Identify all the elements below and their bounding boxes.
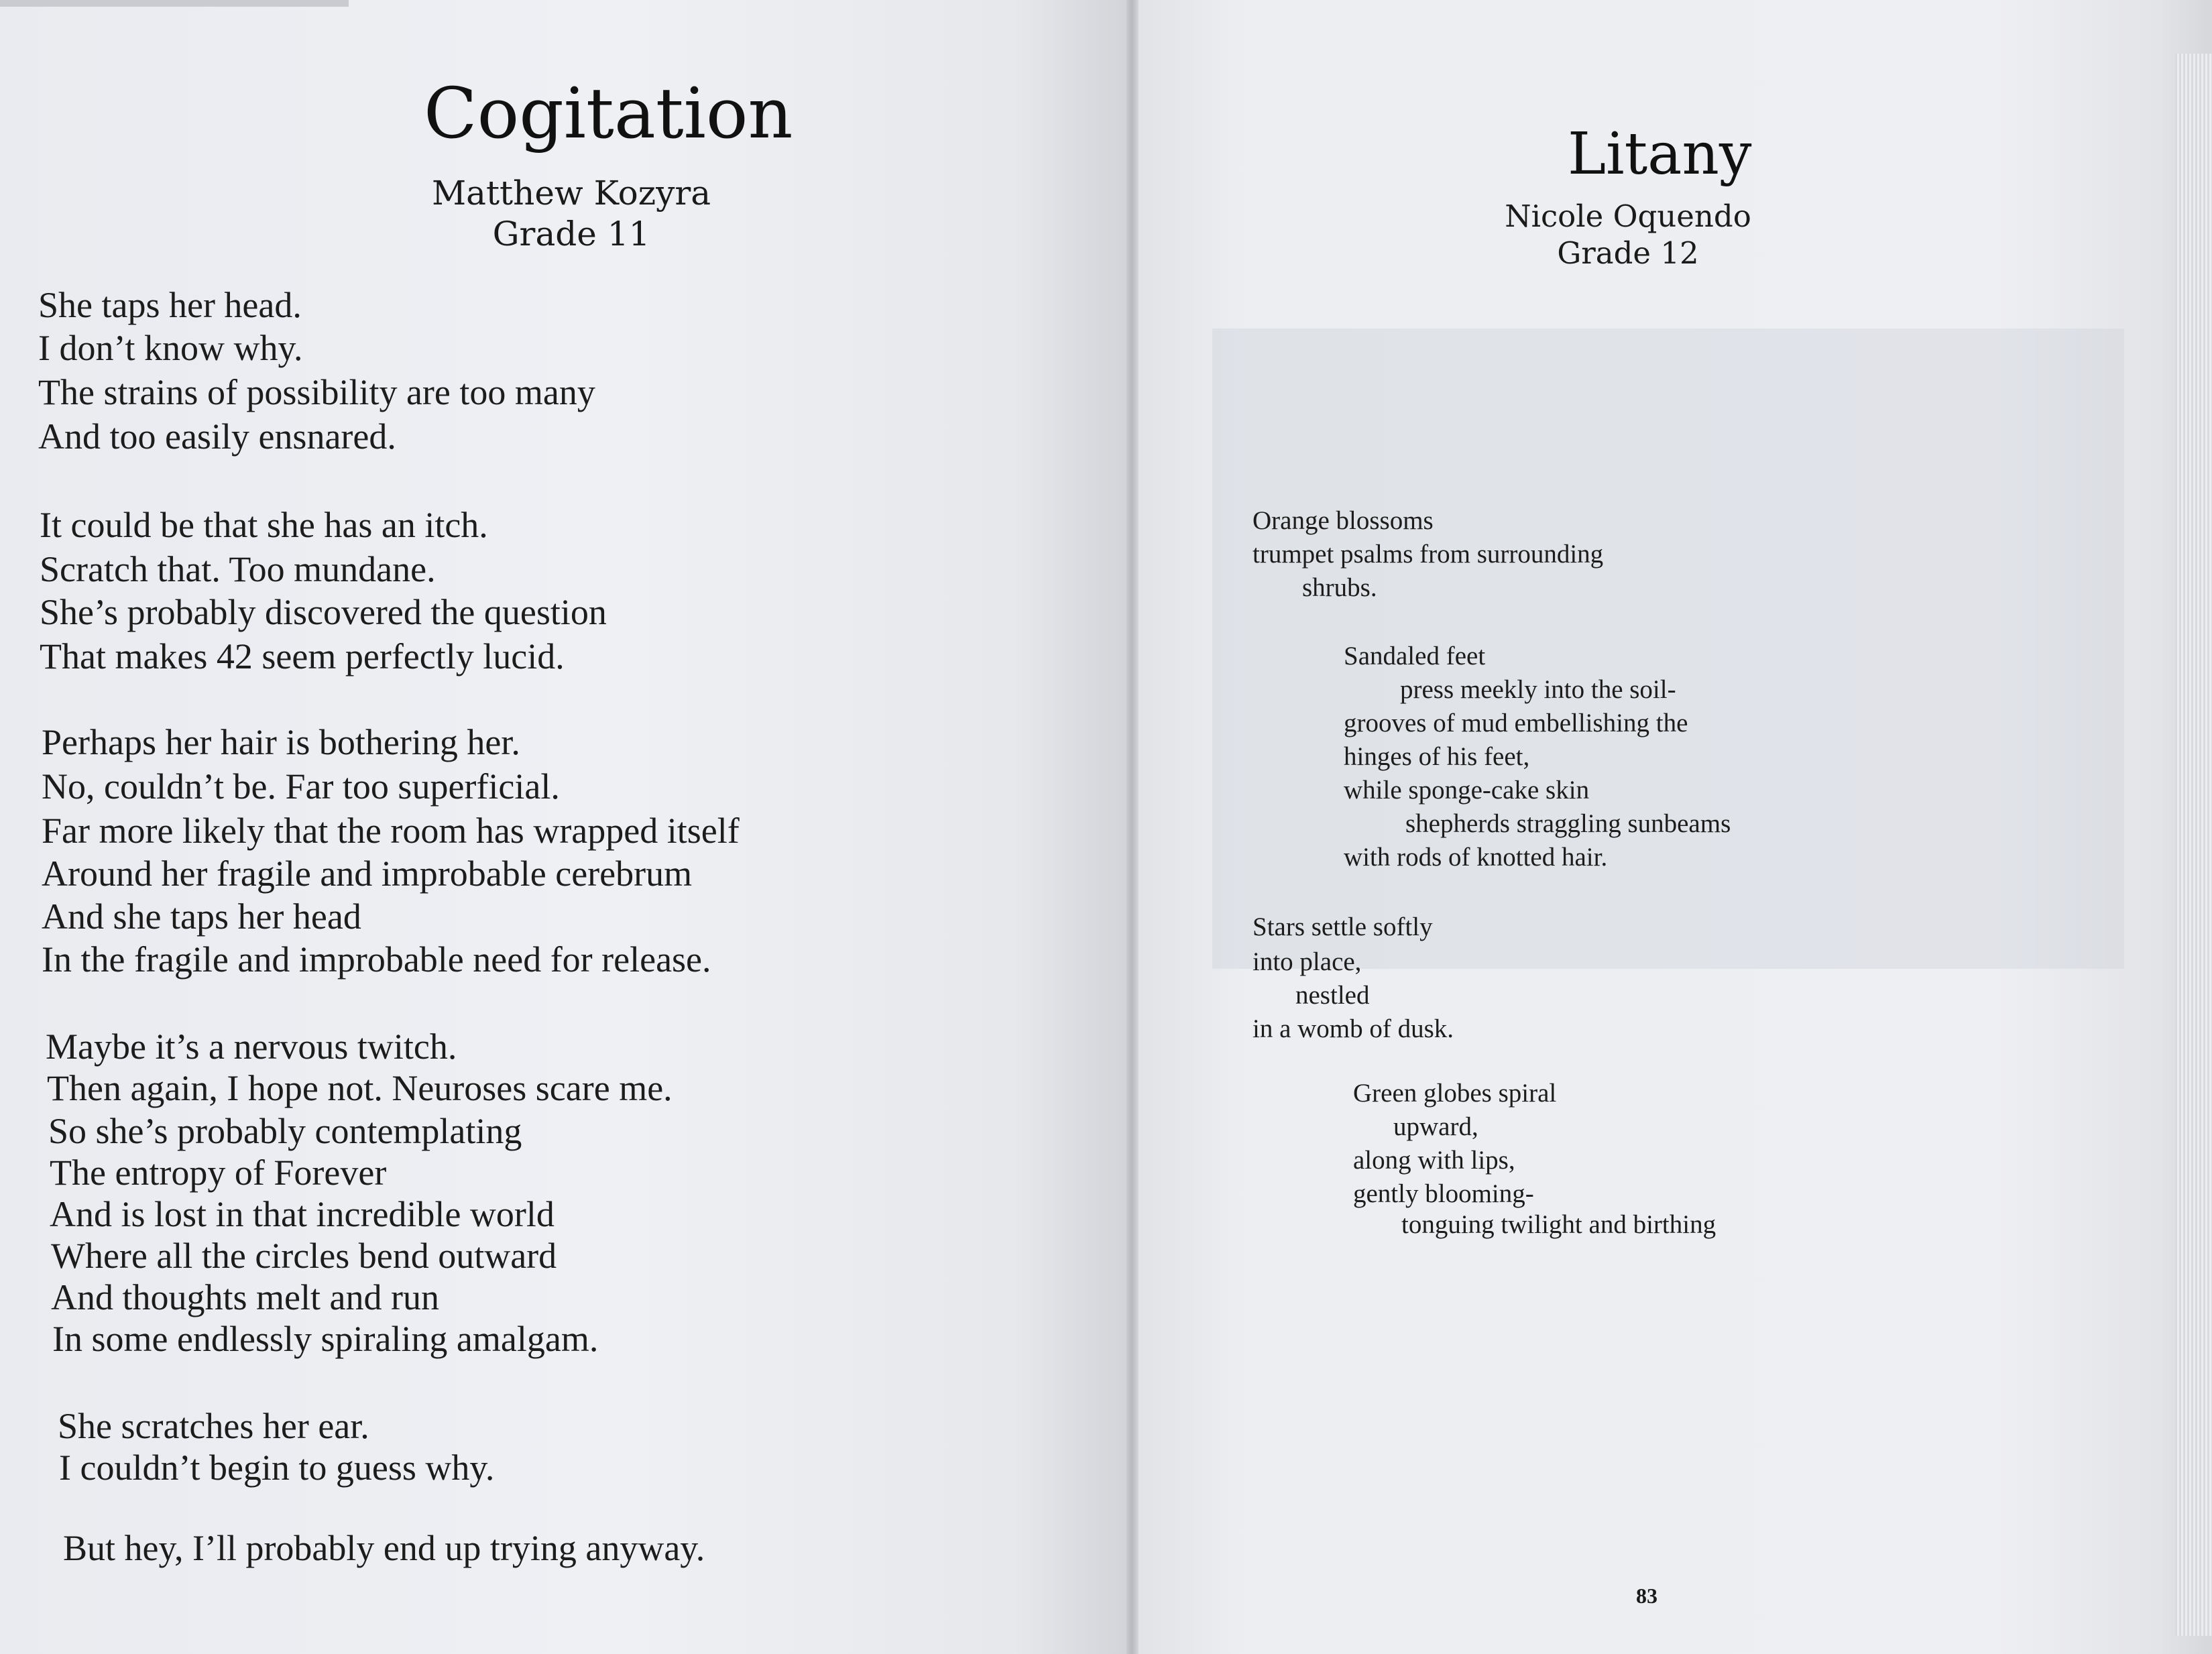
poem-line: And too easily ensnared. — [38, 416, 396, 457]
poem-line: Sandaled feet — [1344, 642, 1486, 670]
poem-line: She scratches her ear. — [58, 1406, 369, 1446]
poem-line: grooves of mud embellishing the — [1344, 709, 1688, 737]
poem-line: She taps her head. — [38, 285, 302, 325]
poem-line: hinges of his feet, — [1344, 742, 1530, 771]
poem-line: I couldn’t begin to guess why. — [59, 1448, 495, 1488]
poem-line: while sponge-cake skin — [1344, 776, 1590, 805]
page-number: 83 — [1636, 1584, 1657, 1608]
poem-line: That makes 42 seem perfectly lucid. — [40, 636, 565, 676]
poem-line: press meekly into the soil- — [1400, 675, 1676, 704]
poem-line: with rods of knotted hair. — [1344, 843, 1608, 872]
poem-line: In some endlessly spiraling amalgam. — [52, 1319, 599, 1359]
poem-line: But hey, I’ll probably end up trying anyway. — [63, 1528, 705, 1568]
poem-line: Green globes spiral — [1353, 1079, 1557, 1108]
poem-title-cogitation: Cogitation — [424, 72, 793, 154]
poem-line: shrubs. — [1302, 573, 1377, 602]
poem-title-litany: Litany — [1568, 121, 1752, 188]
poem-line: It could be that she has an itch. — [40, 505, 488, 545]
poem-line: Maybe it’s a nervous twitch. — [46, 1026, 457, 1067]
poem-line: I don’t know why. — [38, 328, 303, 368]
poem-line: And thoughts melt and run — [51, 1277, 439, 1317]
poem-line: trumpet psalms from surrounding — [1253, 540, 1604, 569]
poem-line: Orange blossoms — [1253, 506, 1434, 535]
right-page — [1139, 0, 2212, 1654]
poem-line: So she’s probably contemplating — [48, 1111, 522, 1151]
poem-line: into place, — [1253, 947, 1362, 976]
poem-line: And she taps her head — [42, 896, 361, 937]
author-name: Nicole Oquendo — [1505, 198, 1751, 234]
poem-line: The strains of possibility are too many — [38, 372, 595, 412]
poem-line: Far more likely that the room has wrapped itself — [42, 811, 740, 851]
poem-line: Scratch that. Too mundane. — [40, 549, 436, 589]
poem-line: No, couldn’t be. Far too superficial. — [42, 766, 560, 807]
poem-line: upward, — [1393, 1112, 1478, 1141]
author-block-left — [370, 173, 772, 255]
book-gutter — [1126, 0, 1139, 1654]
poem-line: along with lips, — [1353, 1146, 1515, 1175]
poem-line: And is lost in that incredible world — [50, 1194, 555, 1234]
page-edges — [2175, 54, 2212, 1636]
page-corner-shadow — [0, 0, 349, 7]
poem-line: Then again, I hope not. Neuroses scare me. — [47, 1068, 673, 1108]
author-grade: Grade 12 — [1557, 235, 1699, 271]
poem-line: Perhaps her hair is bothering her. — [42, 722, 520, 762]
poem-line: She’s probably discovered the question — [40, 592, 607, 632]
poem-line: gently blooming- — [1353, 1179, 1534, 1208]
author-name: Matthew Kozyra — [431, 174, 711, 213]
poem-line: The entropy of Forever — [50, 1153, 387, 1193]
poem-line: In the fragile and improbable need for release. — [42, 939, 711, 980]
author-grade: Grade 11 — [492, 215, 650, 253]
poem-line: shepherds straggling sunbeams — [1405, 809, 1731, 838]
author-block-right — [1474, 198, 1782, 272]
poem-line: nestled — [1295, 981, 1370, 1010]
poem-line: tonguing twilight and birthing — [1401, 1210, 1716, 1239]
poem-line: Stars settle softly — [1253, 912, 1433, 941]
poem-line: Where all the circles bend outward — [51, 1236, 557, 1276]
poem-line: in a womb of dusk. — [1253, 1014, 1454, 1043]
poem-line: Around her fragile and improbable cerebrum — [42, 853, 693, 894]
